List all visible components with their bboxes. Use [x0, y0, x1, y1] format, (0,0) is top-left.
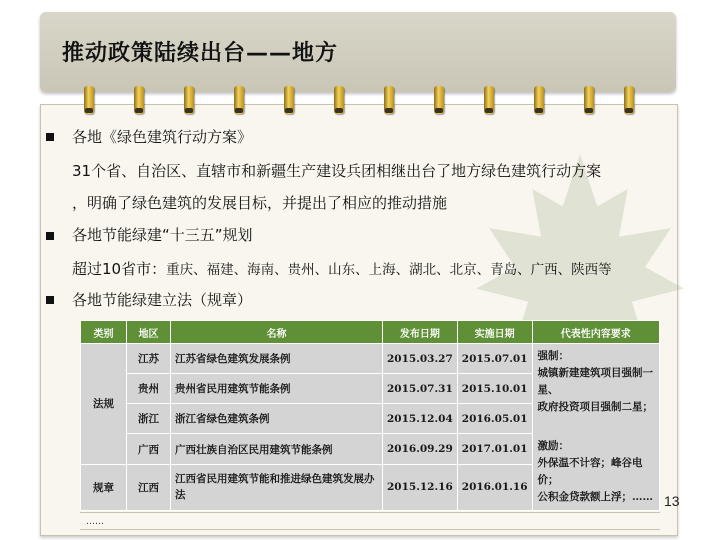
effective-date-cell: 2016.01.16	[457, 464, 532, 510]
binder-ring	[284, 86, 294, 114]
binder-ring	[84, 86, 94, 114]
binder-rings	[80, 86, 640, 116]
published-date-cell: 2015.07.31	[383, 374, 458, 404]
bullet-heading-legislation: 各地节能绿建立法（规章）	[72, 291, 253, 309]
legislation-table	[80, 320, 660, 511]
table-continuation: ……	[80, 512, 660, 530]
name-cell: 江西省民用建筑节能和推进绿色建筑发展办法	[171, 464, 383, 510]
effective-date-cell: 2015.07.01	[457, 344, 532, 374]
name-cell: 广西壮族自治区民用建筑节能条例	[171, 434, 383, 464]
content-requirements-cell	[532, 344, 659, 511]
binder-ring	[624, 86, 634, 114]
effective-date-cell: 2017.01.01	[457, 434, 532, 464]
incentive-line: 外保温不计容；峰谷电价；	[537, 457, 643, 486]
bullet-heading-action-plan: 各地《绿色建筑行动方案》	[72, 128, 253, 146]
published-date-cell: 2016.09.29	[383, 434, 458, 464]
region-cell: 江西	[127, 464, 171, 510]
category-cell: 法规	[81, 344, 127, 465]
table-header-row	[81, 321, 660, 344]
incentive-line: 公积金贷款额上浮；……	[537, 491, 654, 503]
binder-ring	[184, 86, 194, 114]
binder-ring	[234, 86, 244, 114]
published-date-cell: 2015.12.04	[383, 404, 458, 434]
bullet-marker	[46, 232, 54, 240]
mandatory-label: 强制：	[537, 350, 570, 362]
column-header: 名称	[171, 321, 383, 344]
effective-date-cell: 2015.10.01	[457, 374, 532, 404]
region-cell: 广西	[127, 434, 171, 464]
published-date-cell: 2015.12.16	[383, 464, 458, 510]
column-header: 地区	[127, 321, 171, 344]
column-header: 发布日期	[383, 321, 458, 344]
published-date-cell: 2015.03.27	[383, 344, 458, 374]
column-header: 代表性内容要求	[532, 321, 659, 344]
category-cell: 规章	[81, 464, 127, 510]
binder-ring	[384, 86, 394, 114]
bullet-heading-13th-plan: 各地节能绿建“十三五”规划	[72, 226, 253, 244]
mandatory-line: 城镇新建建筑项目强制一星、	[537, 367, 654, 396]
bullet-body-line	[72, 258, 612, 279]
binder-ring	[584, 86, 594, 114]
column-header: 实施日期	[457, 321, 532, 344]
binder-ring	[534, 86, 544, 114]
bullet-body-line: 31个省、自治区、直辖市和新疆生产建设兵团相继出台了地方绿色建筑行动方案	[72, 162, 602, 180]
table-row	[81, 344, 660, 374]
mandatory-line: 政府投资项目强制二星；	[537, 401, 654, 413]
binder-ring	[484, 86, 494, 114]
binder-ring	[434, 86, 444, 114]
column-header: 类别	[81, 321, 127, 344]
bullet-marker	[46, 133, 54, 141]
name-cell: 浙江省绿色建筑条例	[171, 404, 383, 434]
region-cell: 贵州	[127, 374, 171, 404]
binder-ring	[334, 86, 344, 114]
name-cell: 江苏省绿色建筑发展条例	[171, 344, 383, 374]
bullet-body-line: ，明确了绿色建筑的发展目标，并提出了相应的推动措施	[72, 194, 448, 212]
incentive-label: 激励：	[537, 440, 570, 452]
page-number: 13	[664, 493, 680, 509]
name-cell: 贵州省民用建筑节能条例	[171, 374, 383, 404]
effective-date-cell: 2016.05.01	[457, 404, 532, 434]
slide-title: 推动政策陆续出台——地方	[62, 41, 339, 66]
cities-prefix: 超过10省市：	[72, 260, 167, 278]
binder-ring	[134, 86, 144, 114]
cities-list: 重庆、福建、海南、贵州、山东、上海、湖北、北京、青岛、广西、陕西等	[166, 262, 612, 278]
region-cell: 江苏	[127, 344, 171, 374]
bullet-marker	[46, 296, 54, 304]
region-cell: 浙江	[127, 404, 171, 434]
